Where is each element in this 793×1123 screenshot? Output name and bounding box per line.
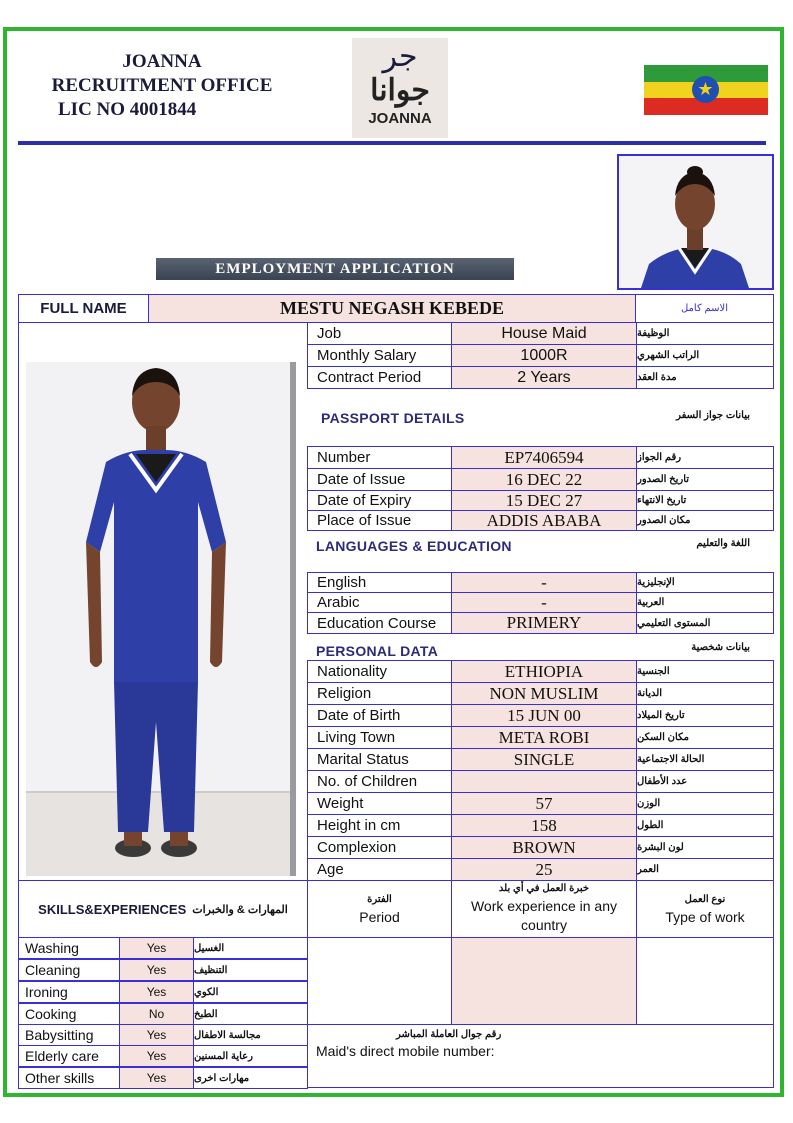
skill-row-label: Cleaning — [18, 959, 120, 981]
personal-row-label-ar: الطول — [636, 814, 774, 837]
passport-row-value[interactable]: EP7406594 — [451, 446, 637, 469]
period-label-ar: الفترة — [367, 893, 392, 905]
skill-row-value[interactable]: Yes — [119, 937, 194, 959]
full-name-value: MESTU NEGASH KEBEDE — [148, 294, 636, 323]
passport-row-label-ar: رقم الجواز — [636, 446, 774, 469]
skill-row-value[interactable]: Yes — [119, 981, 194, 1003]
skill-row-value[interactable]: Yes — [119, 1024, 194, 1046]
skills-title-ar: المهارات & والخبرات — [192, 903, 288, 916]
experience-type-cell[interactable] — [636, 937, 774, 1025]
logo-latin: JOANNA — [368, 110, 432, 127]
ethiopia-flag — [644, 65, 768, 115]
employment-banner: EMPLOYMENT APPLICATION — [156, 258, 514, 280]
language-row-value[interactable]: PRIMERY — [451, 612, 637, 634]
language-row-label-ar: المستوى التعليمي — [636, 612, 774, 634]
skill-row-value[interactable]: No — [119, 1003, 194, 1025]
skill-row-label-ar: التنظيف — [193, 959, 308, 981]
skill-row-label-ar: مهارات اخرى — [193, 1067, 308, 1089]
logo-arabic: جوانا — [370, 74, 430, 107]
job-row-label: Job — [307, 322, 452, 345]
language-row-value[interactable]: - — [451, 572, 637, 593]
mobile-label: Maid's direct mobile number: — [316, 1043, 495, 1059]
portrait-photo — [619, 156, 772, 288]
personal-row-label-ar: عدد الأطفال — [636, 770, 774, 793]
personal-row-label: Complexion — [307, 836, 452, 859]
personal-row-label: No. of Children — [307, 770, 452, 793]
personal-title-ar: بيانات شخصية — [691, 642, 750, 653]
office-name — [22, 50, 302, 122]
personal-row-label-ar: تاريخ الميلاد — [636, 704, 774, 727]
passport-row-label: Date of Expiry — [307, 490, 452, 511]
personal-row-label: Date of Birth — [307, 704, 452, 727]
skill-row-label: Ironing — [18, 981, 120, 1003]
experience-work-cell[interactable] — [451, 937, 637, 1025]
personal-row-label: Religion — [307, 682, 452, 705]
skill-row-label-ar: مجالسة الاطفال — [193, 1024, 308, 1046]
personal-row-value[interactable]: 15 JUN 00 — [451, 704, 637, 727]
skill-row-label-ar: رعاية المسنين — [193, 1045, 308, 1067]
skill-row-value[interactable]: Yes — [119, 959, 194, 981]
personal-row-label-ar: الجنسية — [636, 660, 774, 683]
language-row-label: English — [307, 572, 452, 593]
personal-row-value[interactable]: 57 — [451, 792, 637, 815]
job-row-label-ar: الوظيفة — [636, 322, 774, 345]
language-row-label-ar: الإنجليزية — [636, 572, 774, 593]
work-label: Work experience in any country — [470, 898, 618, 933]
passport-row-label-ar: مكان الصدور — [636, 510, 774, 531]
company-logo — [352, 38, 448, 138]
skill-row-label: Cooking — [18, 1003, 120, 1025]
passport-row-label-ar: تاريخ الصدور — [636, 468, 774, 491]
experience-type-header — [636, 880, 774, 938]
job-row-value[interactable]: 2 Years — [451, 366, 637, 389]
portrait-photo-frame — [617, 154, 774, 290]
office-line-3: LIC NO 4001844 — [58, 99, 197, 120]
personal-row-label-ar: الوزن — [636, 792, 774, 815]
mobile-number-box[interactable] — [307, 1024, 774, 1088]
personal-row-value[interactable]: BROWN — [451, 836, 637, 859]
passport-row-label: Place of Issue — [307, 510, 452, 531]
languages-title-ar: اللغة والتعليم — [696, 538, 750, 549]
skill-row-label-ar: الغسيل — [193, 937, 308, 959]
personal-row-label-ar: الحالة الاجتماعية — [636, 748, 774, 771]
job-row-label: Monthly Salary — [307, 344, 452, 367]
experience-work-header — [451, 880, 637, 938]
personal-row-value[interactable] — [451, 770, 637, 793]
personal-row-label: Marital Status — [307, 748, 452, 771]
type-label-ar: نوع العمل — [684, 893, 726, 905]
passport-title-ar: بيانات جواز السفر — [676, 410, 750, 421]
full-name-label: FULL NAME — [18, 294, 149, 323]
office-line-2: RECRUITMENT OFFICE — [51, 75, 273, 96]
job-row-value[interactable]: House Maid — [451, 322, 637, 345]
skill-row-label: Other skills — [18, 1067, 120, 1089]
personal-row-value[interactable]: META ROBI — [451, 726, 637, 749]
skill-row-label-ar: الكوي — [193, 981, 308, 1003]
experience-period-header — [307, 880, 452, 938]
mobile-label-ar: رقم جوال العاملة المباشر — [396, 1029, 502, 1040]
passport-row-label: Number — [307, 446, 452, 469]
language-row-label: Education Course — [307, 612, 452, 634]
personal-row-value[interactable]: NON MUSLIM — [451, 682, 637, 705]
passport-row-label: Date of Issue — [307, 468, 452, 491]
passport-row-value[interactable]: 15 DEC 27 — [451, 490, 637, 511]
skill-row-label: Washing — [18, 937, 120, 959]
flag-emblem: ★ — [692, 76, 719, 103]
experience-period-cell[interactable] — [307, 937, 452, 1025]
full-body-photo — [26, 362, 296, 876]
personal-row-value[interactable]: ETHIOPIA — [451, 660, 637, 683]
job-row-label-ar: مدة العقد — [636, 366, 774, 389]
personal-row-label-ar: مكان السكن — [636, 726, 774, 749]
full-name-label-ar: الاسم كامل — [635, 294, 774, 323]
logo-mark: جر — [382, 40, 418, 73]
language-row-value[interactable]: - — [451, 592, 637, 613]
personal-row-value[interactable]: 158 — [451, 814, 637, 837]
personal-row-value[interactable]: SINGLE — [451, 748, 637, 771]
personal-row-label: Nationality — [307, 660, 452, 683]
language-row-label-ar: العربية — [636, 592, 774, 613]
type-label: Type of work — [665, 908, 745, 925]
skill-row-label: Babysitting — [18, 1024, 120, 1046]
passport-title: PASSPORT DETAILS — [321, 410, 465, 426]
personal-row-value[interactable]: 25 — [451, 858, 637, 881]
passport-row-value[interactable]: 16 DEC 22 — [451, 468, 637, 491]
personal-row-label: Height in cm — [307, 814, 452, 837]
skill-row-value[interactable]: Yes — [119, 1067, 194, 1089]
personal-row-label: Age — [307, 858, 452, 881]
header-rule — [18, 141, 766, 145]
skill-row-value[interactable]: Yes — [119, 1045, 194, 1067]
job-row-label: Contract Period — [307, 366, 452, 389]
job-row-value[interactable]: 1000R — [451, 344, 637, 367]
skills-header — [18, 880, 308, 938]
personal-row-label: Weight — [307, 792, 452, 815]
job-row-label-ar: الراتب الشهري — [636, 344, 774, 367]
personal-row-label: Living Town — [307, 726, 452, 749]
passport-row-label-ar: تاريخ الانتهاء — [636, 490, 774, 511]
personal-row-label-ar: العمر — [636, 858, 774, 881]
language-row-label: Arabic — [307, 592, 452, 613]
period-label: Period — [359, 908, 400, 925]
skill-row-label: Elderly care — [18, 1045, 120, 1067]
work-label-ar: خبرة العمل في أي بلد — [498, 883, 590, 894]
languages-title: LANGUAGES & EDUCATION — [316, 538, 512, 554]
passport-row-value[interactable]: ADDIS ABABA — [451, 510, 637, 531]
skill-row-label-ar: الطبخ — [193, 1003, 308, 1025]
personal-row-label-ar: لون البشرة — [636, 836, 774, 859]
skills-title: SKILLS&EXPERIENCES — [38, 901, 187, 917]
personal-title: PERSONAL DATA — [316, 643, 439, 659]
personal-row-label-ar: الديانة — [636, 682, 774, 705]
office-line-1: JOANNA — [122, 51, 202, 72]
